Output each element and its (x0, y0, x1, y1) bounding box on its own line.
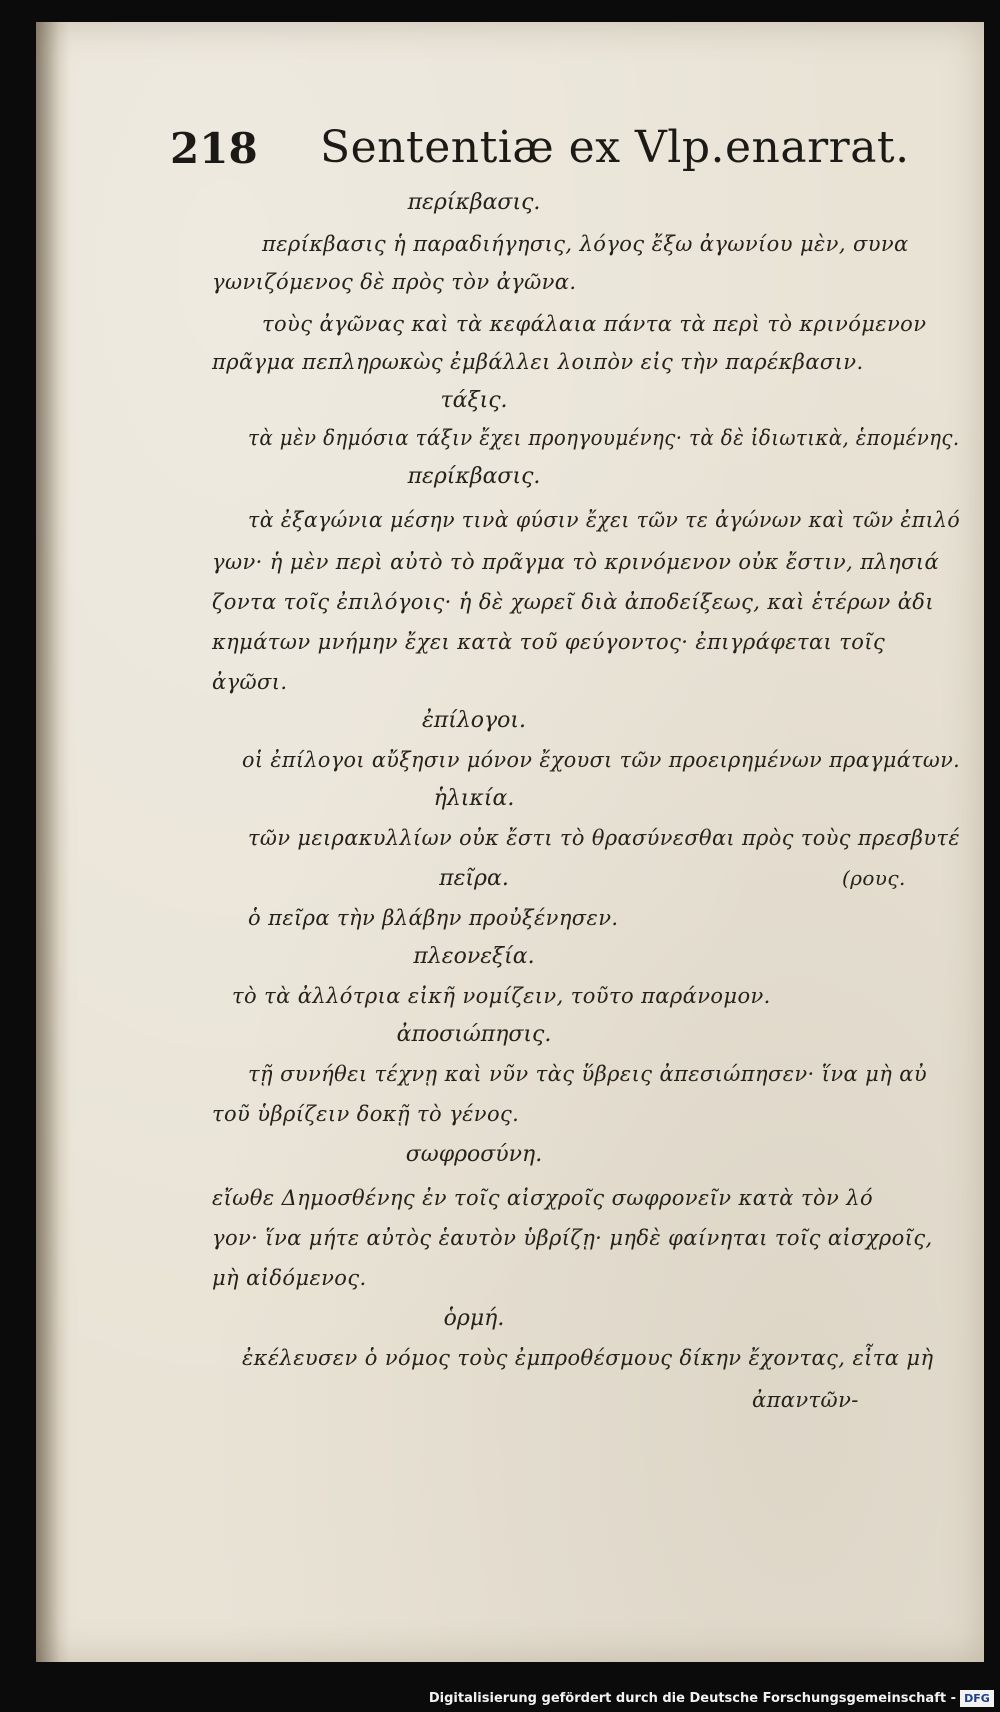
page-number: 218 (170, 124, 258, 173)
text-line: τῶν μειρακυλλίων οὐκ ἔστι τὸ θρασύνεσθαι πρὸς τοὺς πρεσβυτέ (248, 826, 960, 850)
section-heading: περίκβασις. (407, 464, 541, 489)
catchword-turnover: (ρους. (842, 866, 906, 890)
text-line: γωνιζόμενος δὲ πρὸς τὸν ἀγῶνα. (212, 270, 577, 294)
page-gutter-shadow (36, 22, 70, 1662)
text-line: ἐκέλευσεν ὁ νόμος τοὺς ἐμπροθέσμους δίκην ἔχοντας, εἶτα μὴ (242, 1346, 934, 1370)
text-line: μὴ αἰδόμενος. (212, 1266, 367, 1290)
catchword: ἀπαντῶν- (752, 1388, 859, 1412)
section-heading: περίκβασις. (407, 190, 541, 215)
section-heading: σωφροσύνη. (405, 1142, 543, 1167)
text-line: πρᾶγμα πεπληρωκὼς ἐμβάλλει λοιπὸν εἰς τὴν παρέκβασιν. (212, 350, 864, 374)
text-line: τὰ ἐξαγώνια μέσην τινὰ φύσιν ἔχει τῶν τε ἀγώνων καὶ τῶν ἐπιλό (248, 508, 961, 532)
text-line: τὰ μὲν δημόσια τάξιν ἔχει προηγουμένης· τὰ δὲ ἰδιωτικὰ, ἑπομένης. (248, 426, 960, 450)
section-heading: ἡλικία. (433, 786, 515, 811)
running-title: Sententiæ ex Vlp.enarrat. (320, 122, 910, 173)
text-line: τὸ τὰ ἀλλότρια εἰκῆ νομίζειν, τοῦτο παράνομον. (232, 984, 771, 1008)
text-line: ἀγῶσι. (212, 670, 288, 694)
text-line: τῇ συνήθει τέχνῃ καὶ νῦν τὰς ὕβρεις ἀπεσιώπησεν· ἵνα μὴ αὐ (248, 1062, 927, 1086)
text-line: γον· ἵνα μήτε αὐτὸς ἑαυτὸν ὑβρίζῃ· μηδὲ φαίνηται τοῖς αἰσχροῖς, (212, 1226, 933, 1250)
section-heading: ὁρμή. (443, 1306, 505, 1331)
text-line: περίκβασις ἡ παραδιήγησις, λόγος ἔξω ἀγωνίου μὲν, συνα (262, 232, 909, 256)
page-header (170, 118, 910, 188)
text-line: γων· ἡ μὲν περὶ αὐτὸ τὸ πρᾶγμα τὸ κρινόμενον οὐκ ἔστιν, πλησιά (212, 550, 940, 574)
text-line: ὁ πεῖρα τὴν βλάβην προὐξένησεν. (248, 906, 619, 930)
dfg-logo: DFG (960, 1690, 994, 1707)
section-heading: ἀποσιώπησις. (396, 1022, 552, 1047)
text-line: τοὺς ἀγῶνας καὶ τὰ κεφάλαια πάντα τὰ περὶ τὸ κρινόμενον (262, 312, 927, 336)
section-heading: πεῖρα. (439, 866, 509, 891)
text-line: ζοντα τοῖς ἐπιλόγοις· ἡ δὲ χωρεῖ διὰ ἀποδείξεως, καὶ ἑτέρων ἀδι (212, 590, 934, 614)
funding-credit: Digitalisierung gefördert durch die Deutsche Forschungsgemeinschaft - (428, 1691, 956, 1706)
text-line: οἱ ἐπίλογοι αὔξησιν μόνον ἔχουσι τῶν προειρημένων πραγμάτων. (242, 748, 961, 772)
section-heading: ἐπίλογοι. (421, 708, 527, 733)
text-line: εἴωθε Δημοσθένης ἐν τοῖς αἰσχροῖς σωφρονεῖν κατὰ τὸν λό (212, 1186, 874, 1210)
footer-bar (0, 1688, 1000, 1712)
text-line: κημάτων μνήμην ἔχει κατὰ τοῦ φεύγοντος· ἐπιγράφεται τοῖς (212, 630, 886, 654)
section-heading: πλεονεξία. (413, 944, 535, 969)
section-heading: τάξις. (440, 388, 508, 413)
text-line: τοῦ ὑβρίζειν δοκῇ τὸ γένος. (212, 1102, 520, 1126)
